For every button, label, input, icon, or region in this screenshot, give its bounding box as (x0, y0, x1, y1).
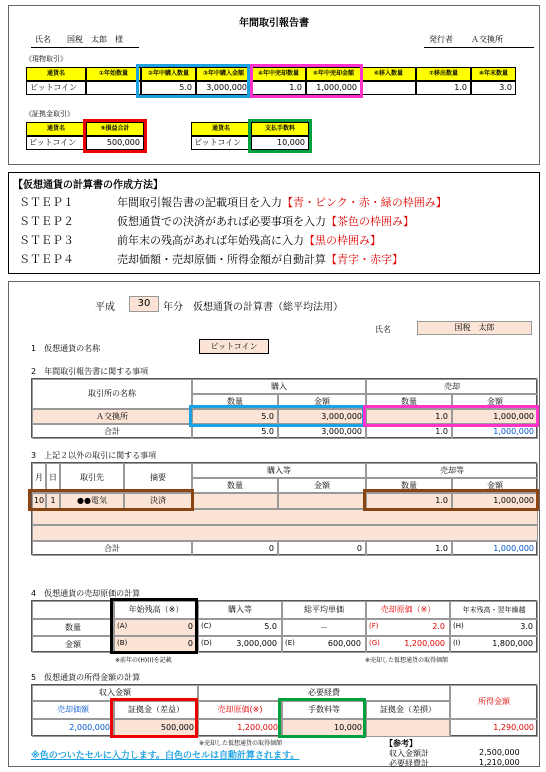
s5-cost-cell: 1,200,000 (198, 719, 282, 737)
report-title: 年間取引報告書 (239, 18, 309, 29)
spot-header-3: ③年中購入金額 (196, 67, 251, 81)
s4-buy-amt-cell (198, 636, 282, 653)
s5-h-loss: 証拠金（差損） (366, 701, 450, 719)
s3-month-cell[interactable]: 10 (32, 493, 46, 509)
spot-cell-5[interactable]: 1,000,000 (306, 81, 361, 95)
spot-header-5: ⑤年中売却金額 (306, 67, 361, 81)
spot-header-1: ①年始数量 (86, 67, 141, 81)
s3-buy-qty-cell[interactable] (192, 493, 278, 509)
s2-total-buy-qty: 5.0 (192, 424, 278, 439)
green-frame-fee (248, 119, 312, 153)
s2-buy-qty-cell[interactable]: 5.0 (192, 409, 278, 424)
s3-buy-amt-cell[interactable] (278, 493, 366, 509)
howto-step-3 (19, 232, 381, 248)
s5-h-margin: 証拠金（差益） (114, 701, 198, 719)
s4-A-marker: (A) (117, 622, 128, 630)
spot-header-6: ⑥移入数量 (361, 67, 416, 81)
fee-header-fee: 支払手数料 (251, 122, 309, 136)
s4-end-qty-cell (450, 619, 538, 636)
s2-buy-amt-cell[interactable]: 3,000,000 (278, 409, 366, 424)
red-frame-margin (83, 119, 147, 153)
s3-h-buy-amt: 金額 (278, 478, 366, 493)
pink-frame-s2 (363, 405, 539, 427)
s4-G-marker: (G) (369, 639, 380, 647)
s2-label: 2 年間取引報告書に関する事項 (31, 367, 149, 376)
spot-cell-4[interactable]: 1.0 (251, 81, 306, 95)
step-text: 前年末の残高があれば年始残高に入力 (117, 234, 304, 247)
s1-label: 1 仮想通貨の名称 (31, 344, 101, 353)
margin-header-pl: ⑨損益合計 (86, 122, 144, 136)
s4-B-value: 0 (187, 639, 193, 648)
fee-value-cell[interactable]: 10,000 (251, 136, 309, 150)
spot-trade-label: 《現物取引》 (25, 55, 67, 63)
s5-sale-cell: 2,000,000 (32, 719, 114, 737)
howto-title: 【仮想通貨の計算書の作成方法】 (13, 180, 163, 191)
s4-A-value: 0 (187, 622, 193, 631)
s3-day-cell[interactable]: 1 (46, 493, 60, 509)
s4-note-begin: ※前年の(H)(I)を記載 (115, 657, 172, 664)
issuer-underline (424, 47, 534, 48)
s5-ref2-label: 必要経費計 (389, 759, 429, 768)
s3-summary-cell[interactable]: 決済 (124, 493, 192, 509)
spot-cell-1[interactable] (86, 81, 141, 95)
s2-h-buy-amt: 金額 (278, 394, 366, 409)
s4-cost-amt-cell (366, 636, 450, 653)
s4-avg-amt-cell (282, 636, 366, 653)
pink-frame-spot (250, 64, 363, 98)
s3-h-sell-qty: 数量 (366, 478, 452, 493)
s5-ref1-value: 2,500,000 (479, 748, 520, 757)
spot-cell-3[interactable]: 3,000,000 (196, 81, 251, 95)
s4-avg-qty-cell: － (282, 619, 366, 636)
spot-cell-0[interactable]: ビットコイン (26, 81, 86, 95)
step-label: ＳＴＥＰ２ (19, 215, 74, 228)
spot-cell-7[interactable]: 1.0 (416, 81, 471, 95)
s1-currency-cell[interactable]: ビットコイン (199, 339, 269, 354)
s5-margin-cell[interactable]: 500,000 (114, 719, 198, 737)
brown-frame-s3-left (28, 489, 194, 511)
s4-buy-qty-cell (198, 619, 282, 636)
s4-D-value: 3,000,000 (236, 639, 277, 648)
s5-ref-title: 【参考】 (385, 739, 417, 748)
step-note: 【青字・赤字】 (326, 253, 403, 266)
step-label: ＳＴＥＰ４ (19, 253, 74, 266)
s5-h-result: 所得金額 (450, 685, 538, 719)
s5-label: 5 仮想通貨の所得金額の計算 (31, 673, 141, 682)
fee-header-currency: 通貨名 (191, 122, 251, 136)
spot-cell-2[interactable]: 5.0 (141, 81, 196, 95)
margin-currency-cell[interactable]: ビットコイン (26, 136, 86, 150)
s4-C-marker: (C) (201, 622, 212, 630)
issuer-value: Ａ交換所 (471, 35, 503, 44)
s3-h-month: 月 (32, 463, 46, 493)
margin-trade-label: 《証拠金取引》 (25, 110, 74, 118)
spot-cell-6[interactable] (361, 81, 416, 95)
s4-h-avg: 総平均単価 (282, 601, 366, 619)
annual-report-panel (8, 5, 540, 165)
s4-h-cost: 売却原価（※） (366, 601, 450, 619)
calc-year-cell[interactable]: 30 (129, 296, 159, 312)
spot-header-2: ②年中購入数量 (141, 67, 196, 81)
s3-total-buy-amt: 0 (278, 541, 366, 556)
s2-h-buy-qty: 数量 (192, 394, 278, 409)
green-frame-s5 (278, 698, 366, 738)
s4-h-begin: 年始残高（※） (114, 601, 198, 619)
s3-h-buy: 購入等 (192, 463, 366, 478)
s4-label: 4 仮想通貨の売却原価の計算 (31, 589, 141, 598)
s3-h-sell-amt: 金額 (452, 478, 538, 493)
report-name-label: 氏名 (35, 35, 51, 44)
s3-sell-amt-cell[interactable]: 1,000,000 (452, 493, 538, 509)
s4-B-marker: (B) (117, 639, 128, 647)
s3-sell-qty-cell[interactable]: 1.0 (366, 493, 452, 509)
s2-h-exchange: 取引所の名称 (32, 379, 192, 409)
spot-header-7: ⑦移出数量 (416, 67, 471, 81)
s2-total-sell-amt: 1,000,000 (452, 424, 538, 439)
s3-h-buy-qty: 数量 (192, 478, 278, 493)
s3-h-summary: 摘要 (124, 463, 192, 493)
s3-total-label: 合計 (32, 541, 192, 556)
report-name-value: 国税 太郎 様 (67, 35, 123, 44)
calc-name-value[interactable]: 国税 太郎 (417, 321, 532, 335)
s5-ref1-label: 収入金額計 (389, 749, 429, 758)
s5-loss-cell[interactable] (366, 719, 450, 737)
calc-title-post: 年分 仮想通貨の計算書（総平均法用） (163, 302, 343, 313)
s2-total-sell-qty: 1.0 (366, 424, 452, 439)
s5-h-fee: 手数料等 (282, 701, 366, 719)
howto-step-1 (19, 194, 447, 210)
s5-fee-cell[interactable]: 10,000 (282, 719, 366, 737)
s5-note: ※売却した仮想通貨の取得価額 (199, 740, 283, 747)
s3-h-sell: 売却等 (366, 463, 538, 478)
s2-total-buy-amt: 3,000,000 (278, 424, 366, 439)
s4-C-value: 5.0 (264, 622, 277, 631)
margin-header-currency: 通貨名 (26, 122, 86, 136)
s4-I-value: 1,800,000 (492, 639, 533, 648)
s4-H-marker: (H) (453, 622, 464, 630)
s3-total-buy-qty: 0 (192, 541, 278, 556)
fee-currency-cell[interactable]: ビットコイン (191, 136, 251, 150)
s4-h-blank (32, 601, 114, 619)
howto-step-4 (19, 251, 403, 267)
calc-title-pre: 平成 (95, 302, 115, 313)
step-text: 仮想通貨での決済があれば必要事項を入力 (117, 215, 326, 228)
s2-h-sell-qty: 数量 (366, 394, 452, 409)
s3-label: 3 上記２以外の取引に関する事項 (31, 451, 157, 460)
s5-h-exp: 必要経費 (198, 685, 450, 701)
s4-I-marker: (I) (453, 639, 461, 647)
brown-frame-s3-right (363, 489, 539, 511)
s4-H-value: 3.0 (520, 622, 533, 631)
s5-h-income: 収入金額 (32, 685, 198, 701)
blue-frame-s2 (189, 405, 365, 427)
s4-end-amt-cell (450, 636, 538, 653)
s3-blank-row[interactable] (32, 509, 538, 525)
s4-table (31, 600, 537, 652)
margin-pl-cell[interactable]: 500,000 (86, 136, 144, 150)
s2-sell-amt-cell[interactable]: 1,000,000 (452, 409, 538, 424)
s4-cost-qty-cell (366, 619, 450, 636)
s3-h-day: 日 (46, 463, 60, 493)
s2-exchange-cell[interactable]: Ａ交換所 (32, 409, 192, 424)
s4-E-marker: (E) (285, 639, 295, 647)
s5-h-sale: 売却価額 (32, 701, 114, 719)
step-note: 【黒の枠囲み】 (304, 234, 381, 247)
s4-E-value: 600,000 (327, 639, 361, 648)
footer-note: ※色のついたセルに入力します。白色のセルは自動計算されます。 (31, 751, 300, 761)
s4-h-end: 年末残高・翌年繰越 (450, 601, 538, 619)
s4-F-marker: (F) (369, 622, 379, 630)
spot-cell-8[interactable]: 3.0 (471, 81, 516, 95)
spot-header-8: ⑧年末数量 (471, 67, 516, 81)
name-underline (31, 47, 139, 48)
step-text: 売却価額・売却原価・所得金額が自動計算 (117, 253, 326, 266)
s3-partner-cell[interactable]: ●●電気 (60, 493, 124, 509)
black-frame-s4 (110, 598, 198, 654)
spot-header-4: ④年中売却数量 (251, 67, 306, 81)
red-frame-s5 (110, 698, 198, 738)
howto-step-2 (19, 213, 414, 229)
s4-note-cost: ※売却した仮想通貨の取得価額 (365, 657, 449, 664)
s3-h-partner: 取引先 (60, 463, 124, 493)
issuer-label: 発行者 (429, 35, 453, 44)
s4-h-buy: 購入等 (198, 601, 282, 619)
s5-ref2-value: 1,210,000 (479, 758, 520, 767)
calc-name-label: 氏名 (375, 325, 391, 334)
step-note: 【青・ピンク・赤・緑の枠囲み】 (282, 196, 447, 209)
step-label: ＳＴＥＰ１ (19, 196, 74, 209)
spot-header-0: 通貨名 (26, 67, 86, 81)
s3-blank-row[interactable] (32, 525, 538, 541)
s4-amt-label: 金額 (32, 636, 114, 653)
calc-sheet-panel (8, 281, 540, 767)
s2-h-buy: 購入 (192, 379, 366, 394)
howto-panel (8, 172, 540, 274)
s2-total-label: 合計 (32, 424, 192, 439)
s3-total-sell-amt: 1,000,000 (452, 541, 538, 556)
step-text: 年間取引報告書の記載項目を入力 (117, 196, 282, 209)
s4-G-value: 1,200,000 (404, 639, 445, 648)
step-note: 【茶色の枠囲み】 (326, 215, 414, 228)
step-label: ＳＴＥＰ３ (19, 234, 74, 247)
s2-h-sell: 売却 (366, 379, 538, 394)
s5-result-cell: 1,290,000 (450, 719, 538, 737)
s2-sell-qty-cell[interactable]: 1.0 (366, 409, 452, 424)
s2-h-sell-amt: 金額 (452, 394, 538, 409)
s3-total-sell-qty: 1.0 (366, 541, 452, 556)
s5-h-cost: 売却原価(※) (198, 701, 282, 719)
s4-qty-label: 数量 (32, 619, 114, 636)
s4-F-value: 2.0 (432, 622, 445, 631)
blue-frame-spot (136, 64, 250, 98)
s4-D-marker: (D) (201, 639, 212, 647)
